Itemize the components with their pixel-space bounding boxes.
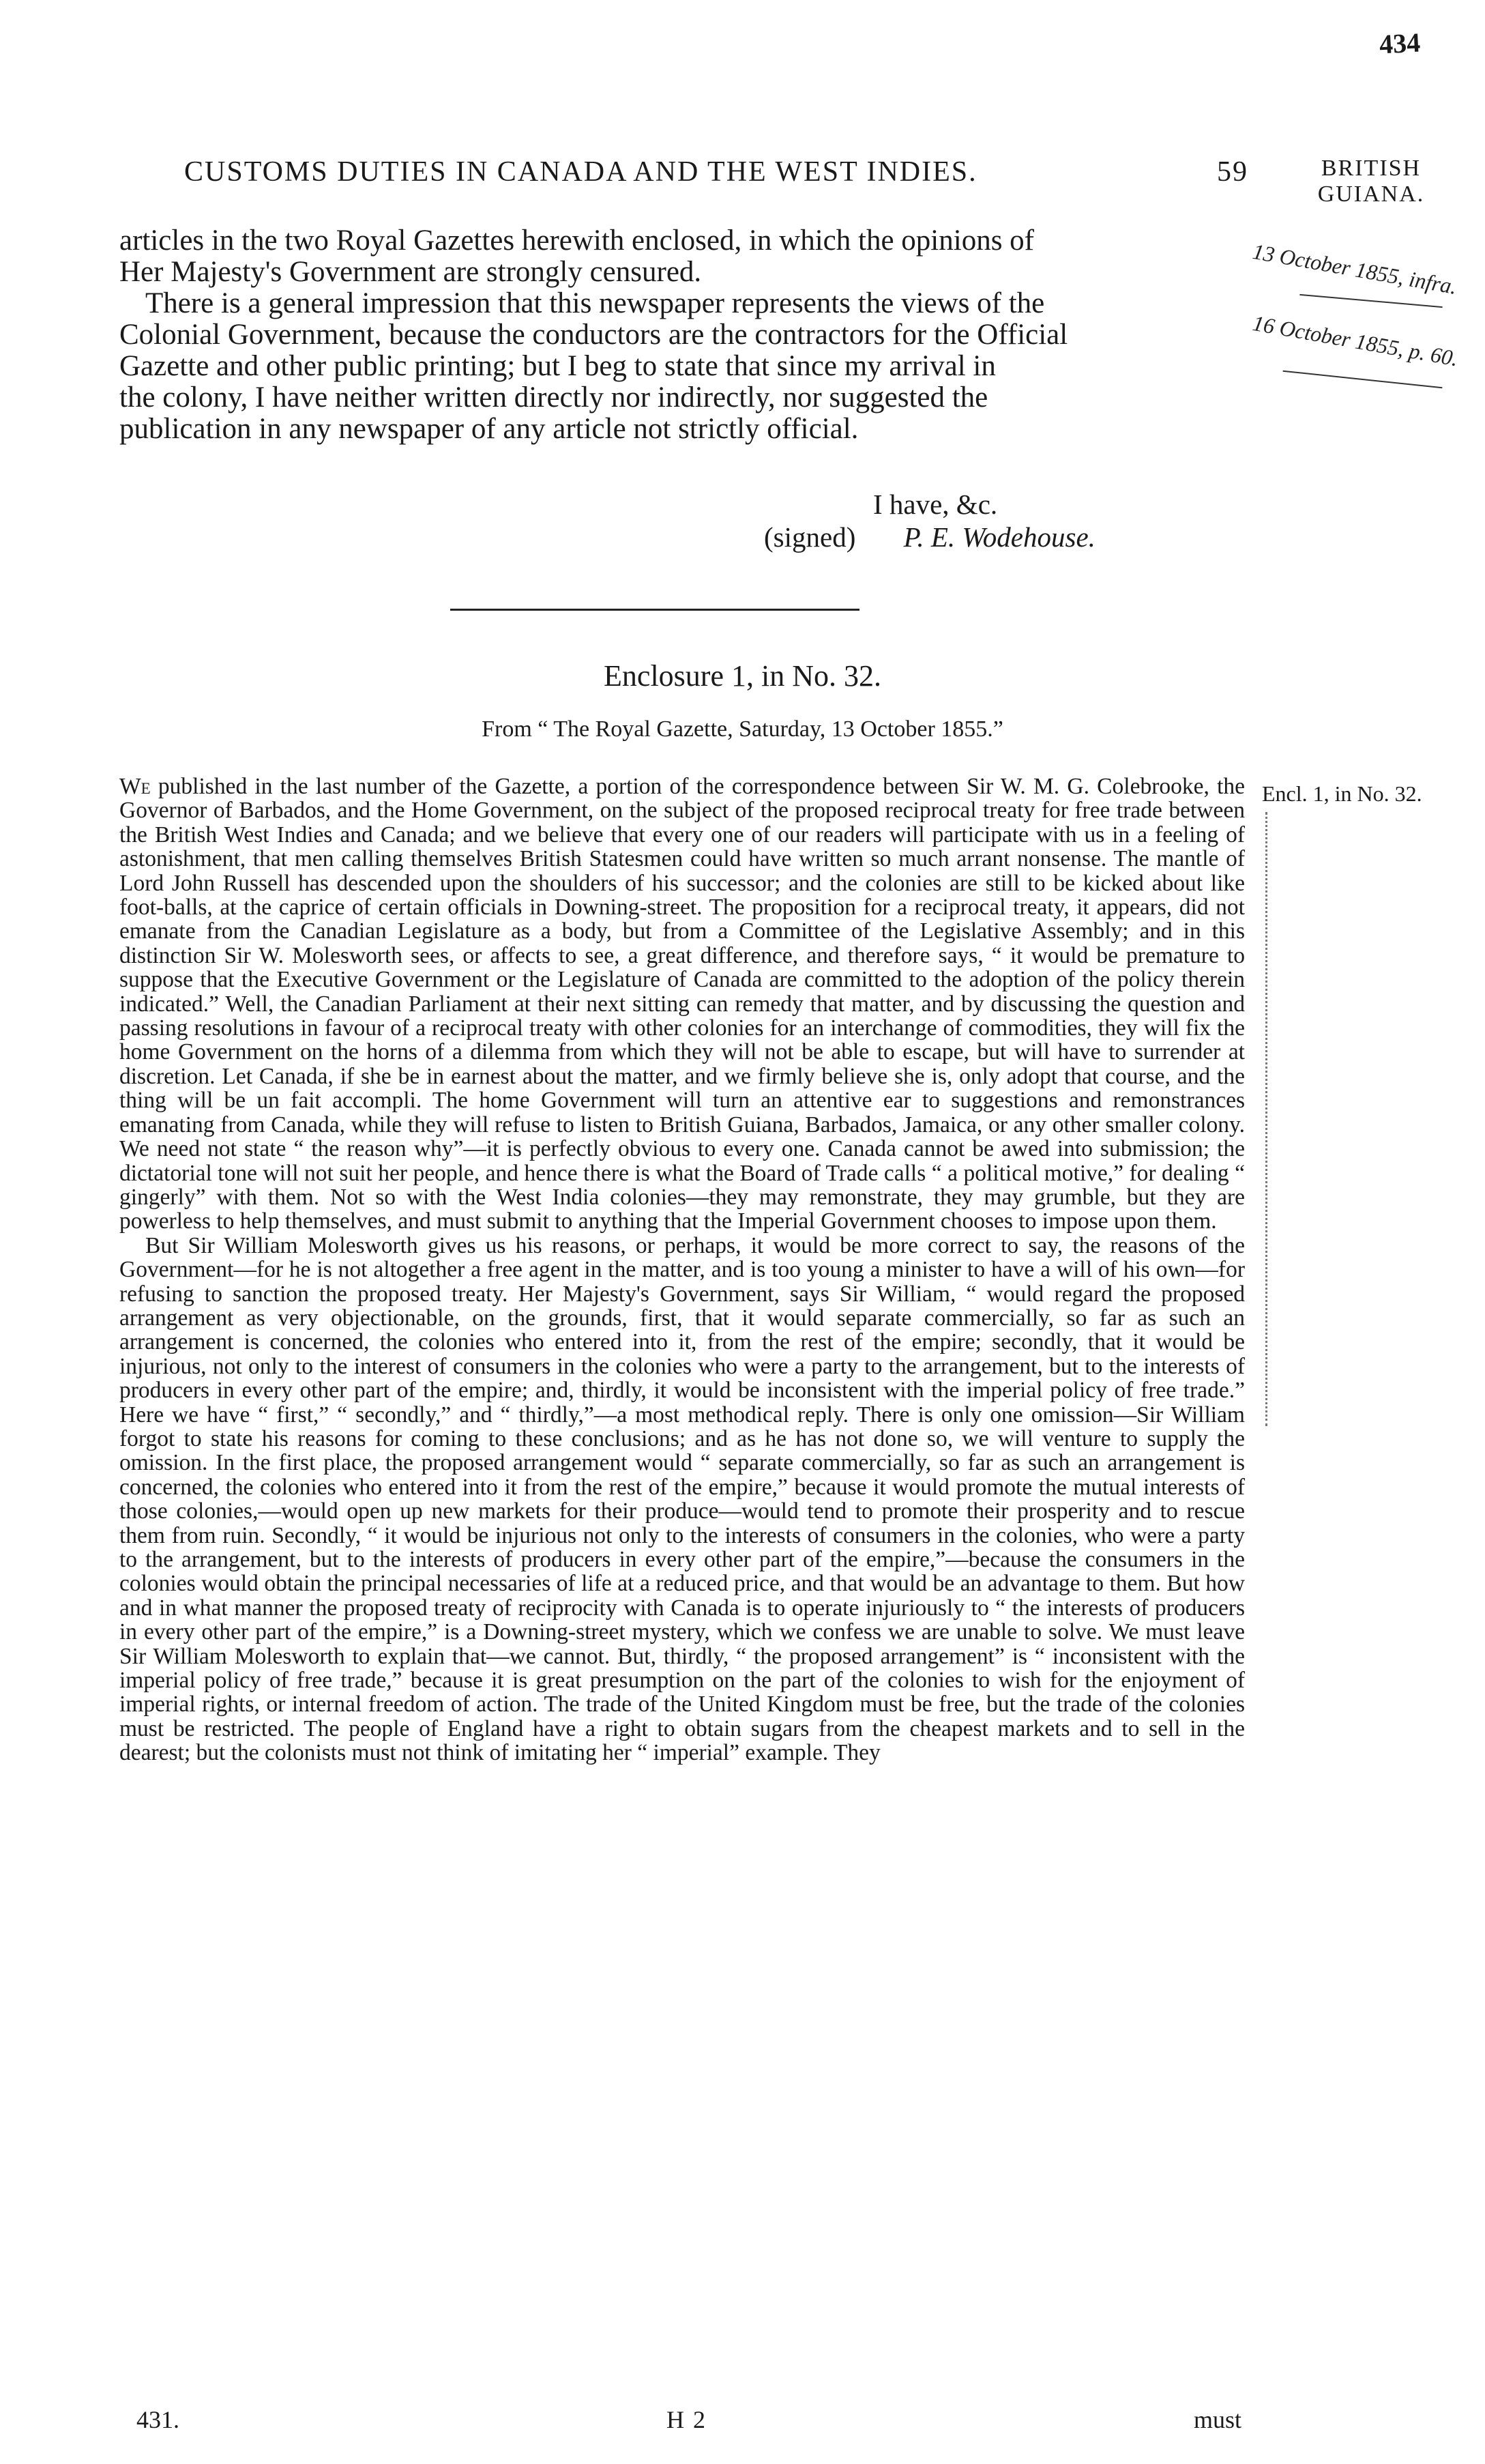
signoff-name: P. E. Wodehouse. (903, 521, 1096, 553)
article-paragraph (119, 774, 1245, 1234)
signoff-signature-line (764, 521, 1096, 553)
footer-catchword: must (1193, 2406, 1241, 2433)
article-lead-word: We (119, 774, 151, 799)
side-heading-line-2: GUIANA. (1317, 182, 1425, 207)
opening-paragraph (119, 225, 1245, 445)
section-divider (450, 609, 859, 611)
footer-number: 431. (136, 2406, 179, 2433)
opening-line: Gazette and other public printing; but I beg to state that since my arrival in (119, 350, 996, 382)
opening-line: the colony, I have neither written directly nor indirectly, nor suggested the (119, 381, 988, 414)
opening-line: articles in the two Royal Gazettes herewith enclosed, in which the opinions of (119, 224, 1034, 257)
signoff (764, 488, 1096, 553)
signoff-signed: (signed) (764, 521, 856, 553)
signoff-closing: I have, &c. (873, 489, 998, 520)
page-number: 59 (1217, 156, 1248, 188)
footer-signature: H 2 (666, 2406, 707, 2433)
folio-number: 434 (1378, 27, 1422, 60)
margin-note-october-13: 13 October 1855, infra. (1250, 239, 1459, 300)
article-paragraph-text: published in the last number of the Gazette, a portion of the correspondence between Sir W. M. G. Colebrooke, the Governor of Barbados, and the Home Government, on the subject of the proposed reciprocal treaty for free trade between the British West Indies and Canada; and we believe that every one of our readers will participate with us in a feeling of astonishment, that men calling themselves British Statesmen could have written so much arrant nonsense. The mantle of Lord John Russell has descended upon the shoulders of his successor; and the colonies are still to be kicked about like foot-balls, at the caprice of certain officials in Downing-street. The proposition for a reciprocal treaty, it appears, did not emanate from the Canadian Legislature as a body, but from a Committee of the Legislative Assembly; and in this distinction Sir W. Molesworth sees, or affects to see, a great difference, and therefore says, “ it would be premature to suppose that the Executive Government or the Legislature of Canada are committed to the adoption of the policy therein indicated.” Well, the Canadian Parliament at their next sitting can remedy that matter, and by discussing the question and passing resolutions in favour of a reciprocal treaty with other colonies for an interchange of commodities, they will fix the home Government on the horns of a dilemma from which they will not be able to escape, but will have to surrender at discretion. Let Canada, if she be in earnest about the matter, and we firmly believe she is, only adopt that course, and the thing will be un fait accompli. The home Government will turn an attentive ear to suggestions and remonstrances emanating from Canada, while they will refuse to listen to British Guiana, Barbados, Jamaica, or any other smaller colony. We need not state “ the reason why”—it is perfectly obvious to every one. Canada cannot be awed into submission; the dictatorial tone will not suit her people, and hence there is what the Board of Trade calls “ a political motive,” for dealing “ gingerly” with them. Not so with the West India colonies—they may remonstrate, they may grumble, but they are powerless to help themselves, and must submit to anything that the Imperial Government chooses to impose upon them. (119, 774, 1246, 1234)
margin-note-rule (1299, 294, 1442, 308)
opening-line: Colonial Government, because the conductors are the contractors for the Official (119, 319, 1068, 351)
running-head (184, 156, 1248, 188)
side-heading (1293, 156, 1450, 207)
opening-line: There is a general impression that this newspaper represents the views of the (145, 287, 1045, 319)
page-footer (136, 2405, 1241, 2434)
article-paragraph: But Sir William Molesworth gives us his reasons, or perhaps, it would be more correct to say, the reasons of the Government—for he is not altogether a free agent in the matter, and is too young a minister to have a will of his own—for refusing to sanction the proposed treaty. Her Majesty's Government, says Sir William, “ would regard the proposed arrangement as very objectionable, on the grounds, first, that it would separate commercially, so far as such an arrangement is concerned, the colonies who entered into it, from the rest of the empire; secondly, that it would be injurious, not only to the interest of consumers in the colonies who were a party to the arrangement, but to the interests of producers in every other part of the empire; and, thirdly, it would be inconsistent with the imperial policy of free trade.” Here we have “ first,” “ secondly,” and “ thirdly,”—a most methodical reply. There is only one omission—Sir William forgot to state his reasons for coming to these conclusions; and as he has not done so, we will venture to supply the omission. In the first place, the proposed arrangement would “ separate commercially, so far as such an arrangement is concerned, the colonies who entered into it from the rest of the empire,” because it would promote the mutual interests of those colonies,—would open up new markets for their produce—would tend to promote their prosperity and to rescue them from ruin. Secondly, “ it would be injurious not only to the interests of consumers in the colonies, who were a party to the arrangement, but to the interests of producers in every other part of the empire,”—because the consumers in the colonies would obtain the principal necessaries of life at a reduced price, and that would be an advantage to them. But how and in what manner the proposed treaty of reciprocity with Canada is to operate injuriously to “ the interests of producers in every other part of the empire,” is a Downing-street mystery, which we confess we are unable to solve. We must leave Sir William Molesworth to explain that—we cannot. But, thirdly, “ the proposed arrangement” is “ inconsistent with the imperial policy of free trade,” because it is great presumption on the part of the colonies to wish for the enjoyment of imperial rights, or internal freedom of action. The trade of the United Kingdom must be free, but the trade of the colonies must be restricted. The people of England have a right to obtain sugars from the cheapest markets and to sell in the dearest; but the colonists must not think of imitating her “ imperial” example. They (119, 1232, 1245, 1766)
margin-note-rule (1283, 371, 1443, 389)
margin-note-october-16: 16 October 1855, p. 60. (1250, 310, 1460, 371)
article-body (119, 774, 1245, 1765)
margin-bracket (1265, 812, 1288, 1426)
margin-note-enclosure: Encl. 1, in No. 32. (1262, 781, 1422, 806)
opening-line: publication in any newspaper of any article not strictly official. (119, 413, 859, 445)
enclosure-source: From “ The Royal Gazette, Saturday, 13 October 1855.” (482, 716, 1003, 742)
running-head-title: CUSTOMS DUTIES IN CANADA AND THE WEST INDIES. (184, 156, 977, 188)
enclosure-title: Enclosure 1, in No. 32. (604, 659, 881, 693)
opening-line: Her Majesty's Government are strongly censured. (119, 256, 702, 288)
side-heading-line-1: BRITISH (1321, 156, 1422, 181)
